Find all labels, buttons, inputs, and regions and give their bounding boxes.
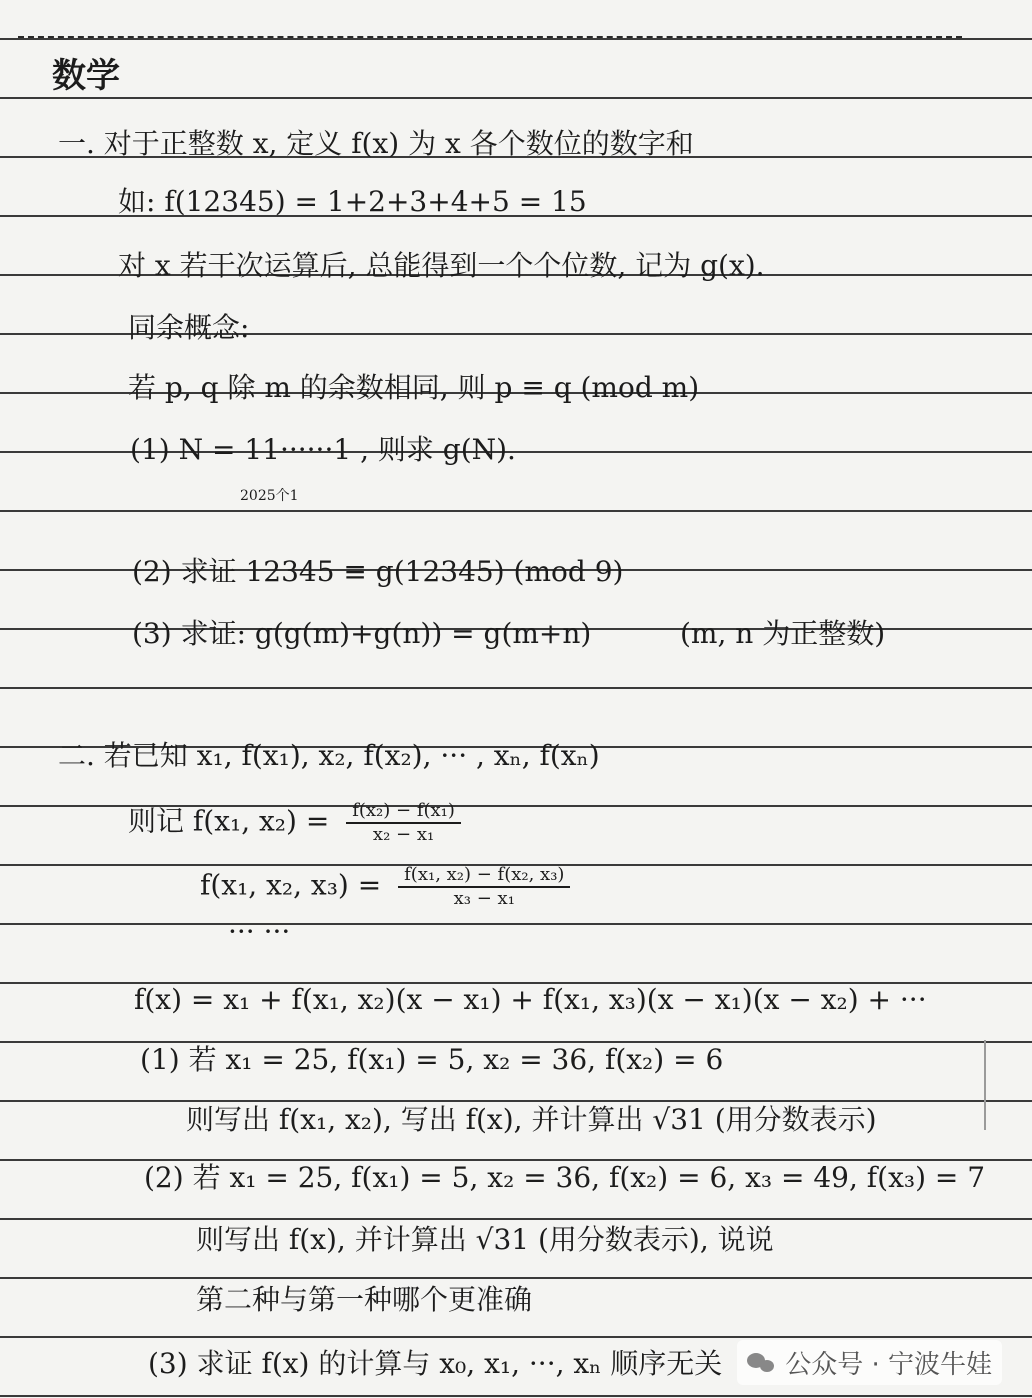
q1-title: 一. 对于正整数 x, 定义 f(x) 为 x 各个数位的数字和 [58, 127, 694, 160]
watermark [737, 1340, 1002, 1385]
q1-example: 如: f(12345) = 1+2+3+4+5 = 15 [118, 185, 587, 218]
q2-part2-c: 第二种与第一种哪个更准确 [196, 1283, 533, 1316]
q2-formula: f(x) = x₁ + f(x₁, x₂)(x − x₁) + f(x₁, x₃)(x − x₁)(x − x₂) + ··· [134, 983, 927, 1016]
q2-part1: (1) 若 x₁ = 25, f(x₁) = 5, x₂ = 36, f(x₂) = 6 [140, 1043, 724, 1076]
q2-title: 二. 若已知 x₁, f(x₁), x₂, f(x₂), ··· , xₙ, f(xₙ) [58, 739, 600, 772]
side-mark [984, 1040, 986, 1130]
q2-def1-numerator: f(x₂) − f(x₁) [346, 800, 461, 824]
q1-concept: 同余概念: [128, 311, 250, 344]
q2-def2-numerator: f(x₁, x₂) − f(x₂, x₃) [398, 864, 570, 888]
q2-def2-lhs: f(x₁, x₂, x₃) = [200, 868, 382, 902]
q1-part3-note: (m, n 为正整数) [680, 617, 886, 650]
q2-part2: (2) 若 x₁ = 25, f(x₁) = 5, x₂ = 36, f(x₂) = 6, x₃ = 49, f(x₃) = 7 [144, 1161, 986, 1194]
q1-part1: (1) N = 11······1 , 则求 g(N). [130, 433, 516, 466]
q2-dots: ··· ··· [228, 915, 291, 948]
q1-congruence: 若 p, q 除 m 的余数相同, 则 p ≡ q (mod m) [128, 371, 700, 404]
top-dashed-rule [18, 36, 962, 38]
q2-def2-denominator: x₃ − x₁ [453, 888, 515, 909]
q1-note: 对 x 若干次运算后, 总能得到一个个位数, 记为 g(x). [118, 249, 765, 282]
q2-part3: (3) 求证 f(x) 的计算与 x₀, x₁, ···, xₙ 顺序无关 [148, 1347, 723, 1380]
q2-def1-denominator: x₂ − x₁ [372, 824, 435, 845]
q2-def1-lhs: 则记 f(x₁, x₂) = [128, 804, 330, 838]
q2-def1 [128, 800, 461, 846]
q2-part2-b: 则写出 f(x), 并计算出 √31 (用分数表示), 说说 [196, 1223, 774, 1256]
q2-def2 [200, 864, 570, 910]
watermark-text: 公众号 · 宁波牛娃 [785, 1350, 992, 1380]
q2-def2-fraction [398, 864, 570, 910]
q2-def1-fraction [346, 800, 461, 846]
wechat-icon [747, 1350, 777, 1376]
q1-part1-count: 2025个1 [240, 488, 299, 504]
q1-part3: (3) 求证: g(g(m)+g(n)) = g(m+n) [132, 617, 592, 650]
q2-part1-b: 则写出 f(x₁, x₂), 写出 f(x), 并计算出 √31 (用分数表示) [186, 1103, 877, 1136]
q1-part2: (2) 求证 12345 ≡ g(12345) (mod 9) [132, 555, 624, 588]
subject-heading: 数学 [52, 56, 120, 96]
